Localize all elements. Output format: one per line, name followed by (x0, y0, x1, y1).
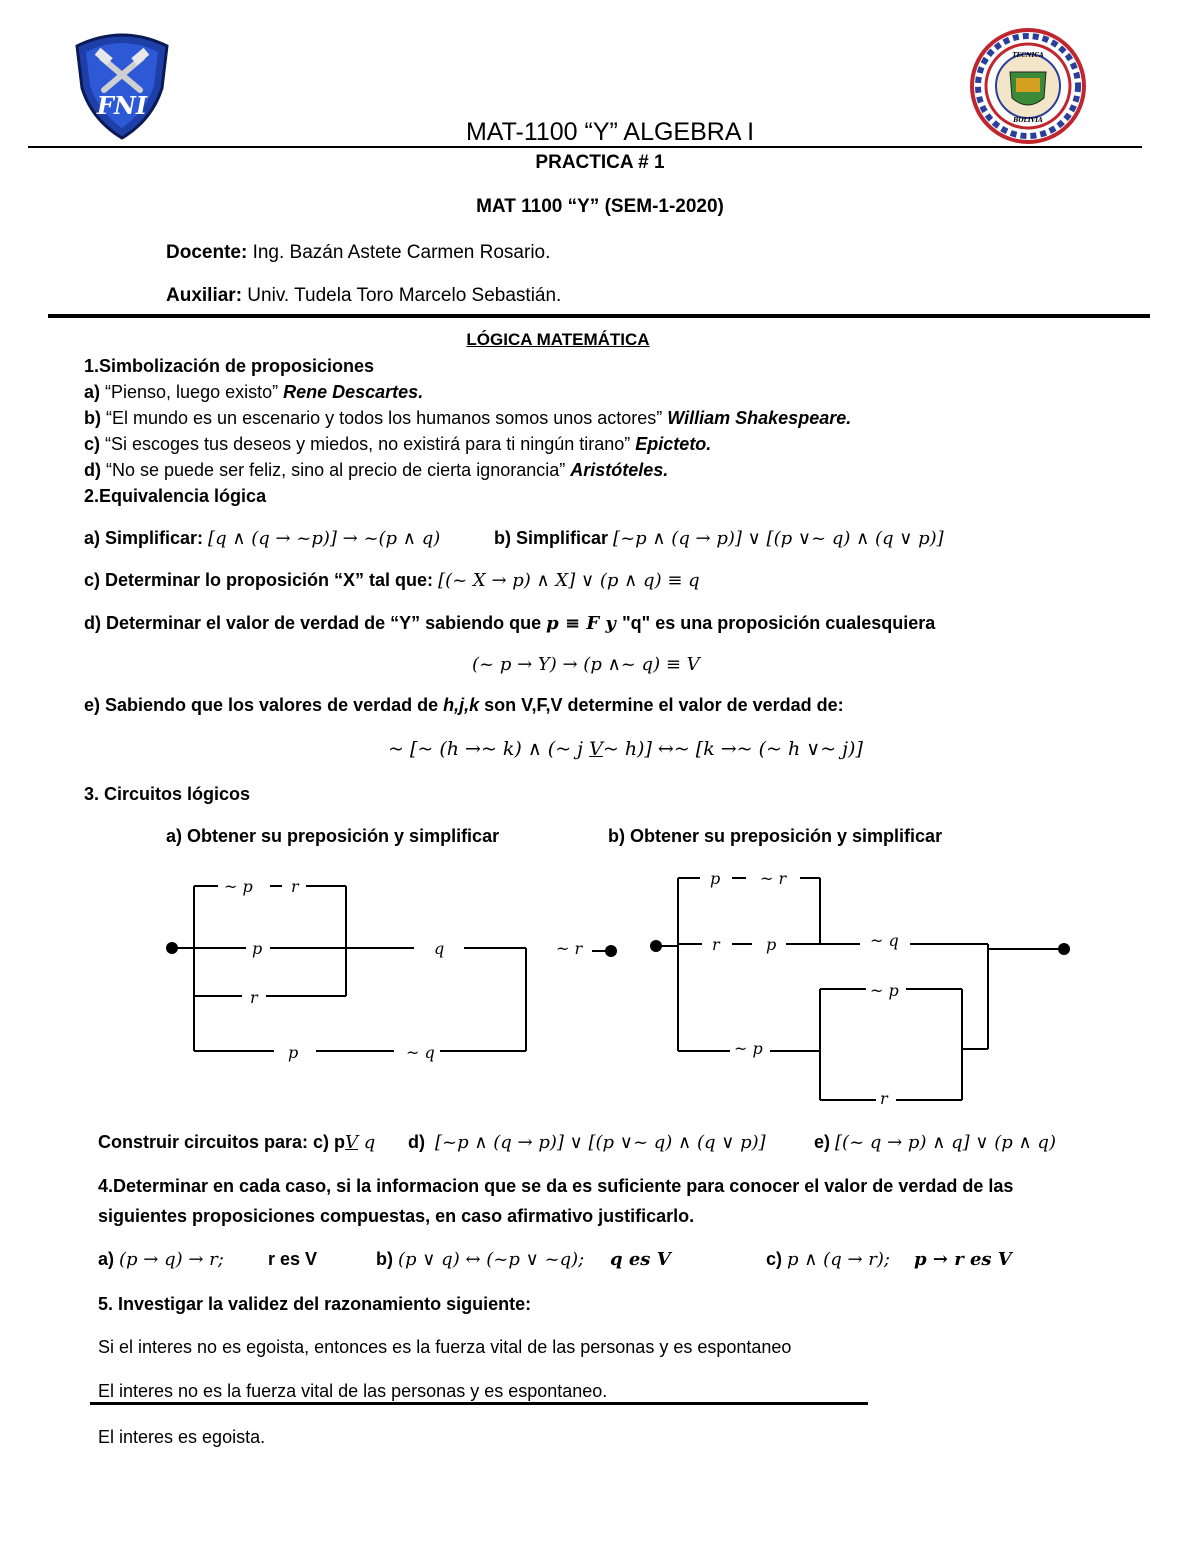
s3-a-caption: a) Obtener su preposición y simplificar (166, 826, 500, 846)
s3-construct-v: V (345, 1132, 359, 1153)
s2-item-b (494, 528, 944, 549)
circuit-b-np2: ~ p (734, 1039, 763, 1058)
s2-e-label: e) Sabiendo que los valores de verdad de (84, 695, 444, 715)
docente-name: Ing. Bazán Astete Carmen Rosario. (247, 242, 551, 263)
s3-construct-d: [~p ∧ (q → p)] ∨ [(p ∨~ q) ∧ (q ∨ p)] (435, 1132, 766, 1153)
s1-a-quote: “Pienso, luego existo” (100, 382, 284, 402)
s1-a-label: a) (84, 382, 101, 402)
circuit-a-nq: ~ q (406, 1043, 435, 1062)
s1-item-b (84, 408, 851, 429)
circuit-b-r2: r (880, 1089, 888, 1108)
s1-item-c (84, 434, 711, 455)
s3-title: 3. Circuitos lógicos (84, 784, 251, 804)
circuit-a-output-node (605, 945, 617, 957)
s4-c-expr: p ∧ (q → r); (787, 1249, 890, 1270)
s4-item-a (98, 1249, 224, 1270)
s4-a-cond: r es V (268, 1249, 318, 1269)
s3-construct-label: Construir circuitos para: c) p (98, 1132, 346, 1152)
s3-b-caption: b) Obtener su preposición y simplificar (608, 826, 943, 846)
circuit-b-p2: p (766, 935, 777, 954)
page-title: MAT-1100 “Y” ALGEBRA I (465, 118, 755, 146)
s3-construct-q: q (358, 1132, 376, 1153)
circuit-a-input-node (166, 942, 178, 954)
s1-c-label: c) (84, 434, 101, 454)
s1-b-label: b) (84, 408, 101, 428)
s1-c-author: Epicteto. (635, 434, 712, 454)
s5-title: 5. Investigar la validez del razonamiento siguiente: (98, 1294, 532, 1314)
s2-a-label: a) Simplificar: (84, 528, 204, 548)
argument-rule (90, 1402, 868, 1405)
s1-d-label: d) (84, 460, 101, 480)
auxiliar-label: Auxiliar: (166, 285, 243, 306)
circuit-a-np: ~ p (224, 877, 253, 896)
circuit-b-output-node (1058, 943, 1070, 955)
s4-title-line2: siguientes proposiciones compuestas, en caso afirmativo justificarlo. (98, 1206, 695, 1226)
circuit-a-q: q (434, 939, 445, 958)
s4-item-c (766, 1249, 890, 1270)
s2-e-rest: son V,F,V determine el valor de verdad de: (479, 695, 844, 715)
s2-d-q: "q" (622, 613, 651, 633)
auxiliar-name: Univ. Tudela Toro Marcelo Sebastián. (242, 285, 562, 306)
s2-b-label: b) Simplificar (494, 528, 609, 548)
header-rule-bottom (48, 314, 1150, 318)
circuit-a-r2: r (250, 988, 258, 1007)
s3-construct-d-label: d) (408, 1132, 425, 1152)
practice-title: PRACTICA # 1 (535, 152, 665, 173)
s2-item-e (84, 695, 844, 716)
s2-d-math: p ≡ F y (546, 613, 623, 634)
circuit-b-nq: ~ q (870, 931, 899, 950)
circuit-b-input-node (650, 940, 662, 952)
s1-a-author: Rene Descartes. (283, 382, 424, 402)
s2-c-label: c) Determinar lo proposición “X” tal que: (84, 570, 434, 590)
s1-title: 1.Simbolización de proposiciones (84, 356, 375, 376)
docente-line (166, 242, 550, 264)
s1-d-quote: “No se puede ser feliz, sino al precio de cierta ignorancia” (101, 460, 571, 480)
header-rule-top (28, 146, 1142, 148)
s4-title-line1: 4.Determinar en cada caso, si la informacion que se da es suficiente para conocer el valor de verdad de las (98, 1176, 1014, 1196)
circuit-a-p1: p (252, 939, 263, 958)
s1-d-author: Aristóteles. (570, 460, 669, 480)
s4-c-cond: p → r es V (914, 1249, 1012, 1270)
circuit-a-r1: r (291, 877, 299, 896)
s4-a-label: a) (98, 1249, 115, 1269)
s5-conclusion: El interes es egoista. (98, 1427, 266, 1447)
s5-premise2: El interes no es la fuerza vital de las personas y es espontaneo. (98, 1381, 608, 1401)
s3-construct-e: [(~ q → p) ∧ q] ∨ (p ∧ q) (835, 1132, 1056, 1153)
s2-d-rest: es una proposición cualesquiera (650, 613, 936, 633)
s2-item-c (84, 570, 700, 591)
s2-item-a (84, 528, 440, 549)
s2-b-expr: [~p ∧ (q → p)] ∨ [(p ∨~ q) ∧ (q ∨ p)] (613, 528, 944, 549)
s5-premise1: Si el interes no es egoista, entonces es la fuerza vital de las personas y es espontaneo (98, 1337, 792, 1357)
section-title: LÓGICA MATEMÁTICA (466, 330, 650, 349)
circuit-b-r: r (712, 935, 720, 954)
course-code: MAT 1100 “Y” (SEM-1-2020) (476, 196, 724, 217)
seal-text-bottom: BOLIVIA (1013, 117, 1043, 124)
s2-item-d (84, 613, 935, 634)
s1-item-a (84, 382, 423, 403)
s2-e-expr-2: ~ h)] ↔~ [k →~ (~ h ∨~ j)] (602, 738, 863, 760)
circuit-b-p: p (710, 869, 721, 888)
s1-c-quote: “Si escoges tus deseos y miedos, no existirá para ti ningún tirano” (100, 434, 636, 454)
s3-construct-e-label: e) (814, 1132, 831, 1152)
s3-construct-d-item (408, 1132, 766, 1153)
s2-a-expr: [q ∧ (q → ~p)] → ~(p ∧ q) (208, 528, 441, 549)
s4-b-label: b) (376, 1249, 393, 1269)
s2-d-label: d) Determinar el valor de verdad de “Y” sabiendo que (84, 613, 547, 633)
s2-e-expr-1: ~ [~ (h →~ k) ∧ (~ j (388, 738, 590, 760)
s4-item-b (376, 1249, 584, 1270)
circuit-b-np1: ~ p (870, 981, 899, 1000)
circuit-a-nr: ~ r (556, 939, 583, 958)
circuit-a-p2: p (288, 1043, 299, 1062)
s2-e-vars: h,j,k (443, 695, 480, 715)
s2-title: 2.Equivalencia lógica (84, 486, 267, 506)
s1-b-author: William Shakespeare. (667, 408, 852, 428)
docente-label: Docente: (166, 242, 248, 263)
seal-text-top: TECNICA (1012, 52, 1044, 59)
s1-b-quote: “El mundo es un escenario y todos los humanos somos unos actores” (101, 408, 668, 428)
s3-construct (98, 1132, 375, 1153)
auxiliar-line (166, 285, 561, 307)
s2-c-expr: [(~ X → p) ∧ X] ∨ (p ∧ q) ≡ q (438, 570, 700, 591)
s4-b-expr: (p ∨ q) ↔ (~p ∨ ~q); (398, 1249, 585, 1270)
s2-e-expr (388, 738, 863, 760)
s4-b-cond: q es V (610, 1249, 671, 1270)
s4-c-label: c) (766, 1249, 783, 1269)
circuit-b-nr: ~ r (760, 869, 787, 888)
s4-a-expr: (p → q) → r; (119, 1249, 224, 1270)
s2-d-expr: (~ p → Y) → (p ∧~ q) ≡ V (472, 654, 700, 675)
s2-e-expr-v: V (589, 738, 603, 760)
s1-item-d (84, 460, 668, 481)
fni-logo-text: FNI (96, 91, 148, 120)
s3-construct-e-item (814, 1132, 1056, 1153)
